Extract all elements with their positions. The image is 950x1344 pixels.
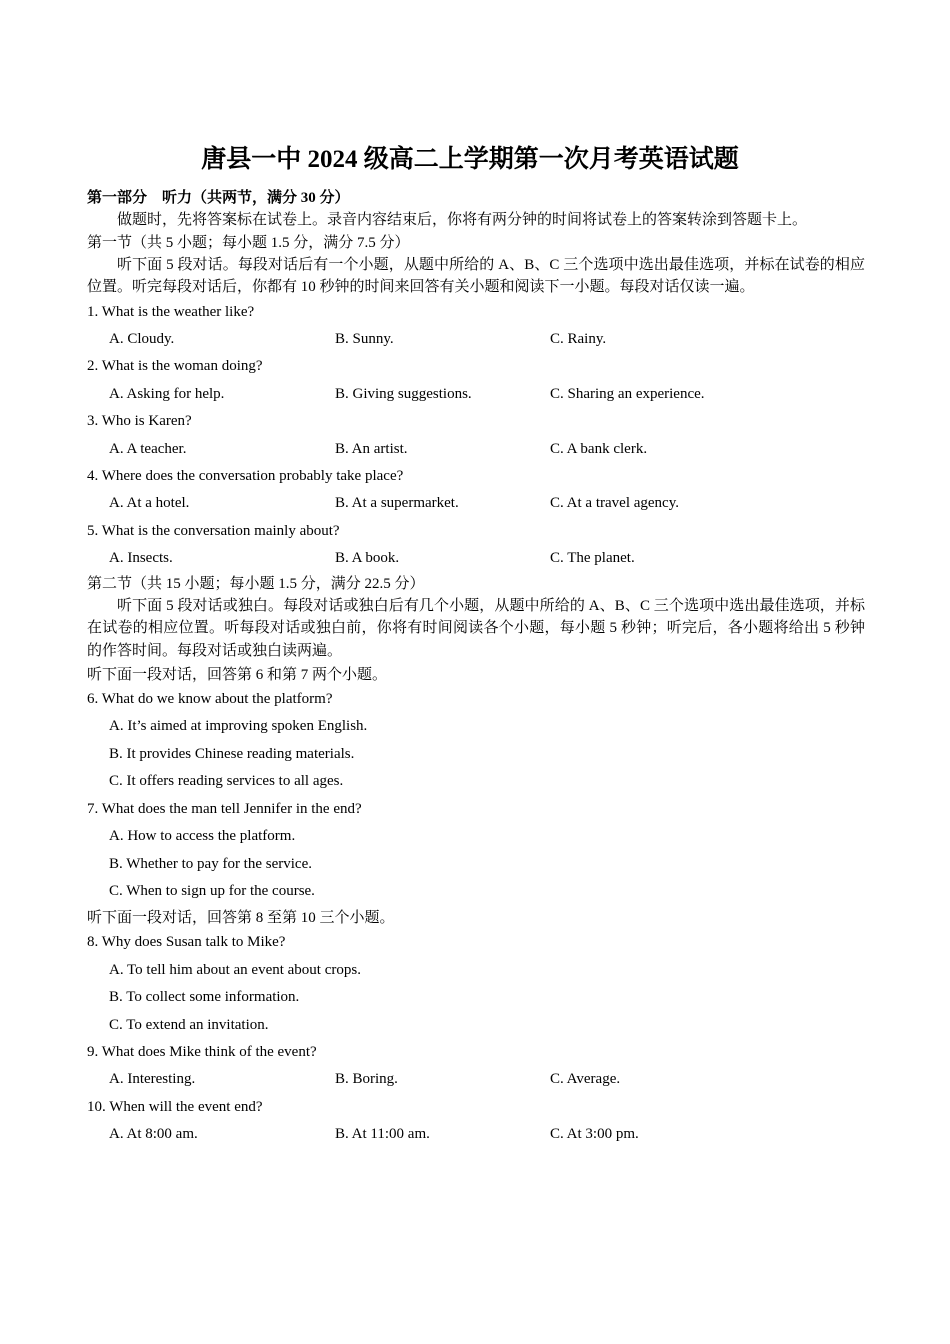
options-row xyxy=(87,545,865,572)
option-c: C. At a travel agency. xyxy=(550,495,679,512)
question-text: 3. Who is Karen? xyxy=(87,413,192,430)
question-10 xyxy=(87,1094,865,1149)
option-b: B. At a supermarket. xyxy=(335,495,459,512)
option-b: B. Giving suggestions. xyxy=(335,385,472,402)
question-1 xyxy=(87,299,865,354)
question-text: 1. What is the weather like? xyxy=(87,303,255,320)
option-b: B. At 11:00 am. xyxy=(335,1126,430,1143)
options-row xyxy=(87,1066,865,1093)
part1-intro: 做题时，先将答案标在试卷上。录音内容结束后，你将有两分钟的时间将试卷上的答案转涂到答题卡上。 xyxy=(117,212,808,228)
option-c: C. It offers reading services to all ages. xyxy=(109,773,344,790)
option-a: A. At 8:00 am. xyxy=(109,1126,198,1143)
question-text: 5. What is the conversation mainly about? xyxy=(87,522,340,539)
option-c: C. Average. xyxy=(550,1071,621,1088)
option-b: B. Whether to pay for the service. xyxy=(109,855,312,872)
instruction-q8-q10: 听下面一段对话，回答第 8 至第 10 三个小题。 xyxy=(87,910,395,927)
instruction-q6-q7: 听下面一段对话，回答第 6 和第 7 两个小题。 xyxy=(87,667,388,684)
option-b: B. A book. xyxy=(335,550,400,567)
options-row xyxy=(87,490,865,517)
option-b: B. To collect some information. xyxy=(109,989,300,1006)
option-b: B. Boring. xyxy=(335,1071,398,1088)
question-7 xyxy=(87,796,865,906)
option-b: B. An artist. xyxy=(335,440,408,457)
section1-intro: 听下面 5 段对话。每段对话后有一个小题，从题中所给的 A、B、C 三个选项中选出最佳选项，并标在试卷的相应位置。听完每段对话后，你都有 10 秒钟的时间来回答有关小题和阅读下一小题。每段对话仅读一遍。 xyxy=(87,256,865,295)
exam-title: 唐县一中 2024 级高二上学期第一次月考英语试题 xyxy=(201,146,739,173)
question-text: 4. Where does the conversation probably take place? xyxy=(87,467,404,484)
option-c: C. At 3:00 pm. xyxy=(550,1126,639,1143)
section2-intro: 听下面 5 段对话或独白。每段对话或独白后有几个小题，从题中所给的 A、B、C 三个选项中选出最佳选项，并标在试卷的相应位置。听每段对话或独白前，你将有时间阅读各个小题，每小题 5 秒钟；听完后，各小题将给出 5 秒钟的作答时间。每段对话或独白读两遍。 xyxy=(87,597,865,659)
option-a: A. At a hotel. xyxy=(109,495,190,512)
question-4 xyxy=(87,463,865,518)
option-a: A. Cloudy. xyxy=(109,330,175,347)
option-a: A. It’s aimed at improving spoken English. xyxy=(109,718,368,735)
question-text: 6. What do we know about the platform? xyxy=(87,691,333,708)
options-row xyxy=(87,326,865,353)
option-c: C. When to sign up for the course. xyxy=(109,882,315,899)
question-text: 9. What does Mike think of the event? xyxy=(87,1043,317,1060)
option-c: C. To extend an invitation. xyxy=(109,1016,269,1033)
option-b: B. Sunny. xyxy=(335,330,394,347)
section2-heading: 第二节（共 15 小题；每小题 1.5 分，满分 22.5 分） xyxy=(87,575,425,592)
question-3 xyxy=(87,408,865,463)
part1-heading: 第一部分 听力（共两节，满分 30 分） xyxy=(87,190,350,206)
question-text: 2. What is the woman doing? xyxy=(87,358,263,375)
option-c: C. The planet. xyxy=(550,550,635,567)
question-8 xyxy=(87,929,865,1039)
question-text: 8. Why does Susan talk to Mike? xyxy=(87,934,286,951)
section1-heading: 第一节（共 5 小题；每小题 1.5 分，满分 7.5 分） xyxy=(87,234,410,251)
question-text: 7. What does the man tell Jennifer in the end? xyxy=(87,800,362,817)
option-a: A. To tell him about an event about crops. xyxy=(109,961,361,978)
exam-page xyxy=(87,145,865,1149)
option-c: C. A bank clerk. xyxy=(550,440,648,457)
question-text: 10. When will the event end? xyxy=(87,1098,263,1115)
options-row xyxy=(87,1121,865,1148)
question-6 xyxy=(87,686,865,796)
question-2 xyxy=(87,353,865,408)
option-a: A. Interesting. xyxy=(109,1071,196,1088)
option-a: A. A teacher. xyxy=(109,440,187,457)
option-a: A. Insects. xyxy=(109,550,173,567)
option-a: A. Asking for help. xyxy=(109,385,225,402)
option-b: B. It provides Chinese reading materials. xyxy=(109,745,355,762)
option-c: C. Sharing an experience. xyxy=(550,385,705,402)
options-row xyxy=(87,436,865,463)
options-row xyxy=(87,381,865,408)
question-9 xyxy=(87,1039,865,1094)
option-a: A. How to access the platform. xyxy=(109,828,296,845)
question-5 xyxy=(87,518,865,573)
option-c: C. Rainy. xyxy=(550,330,607,347)
